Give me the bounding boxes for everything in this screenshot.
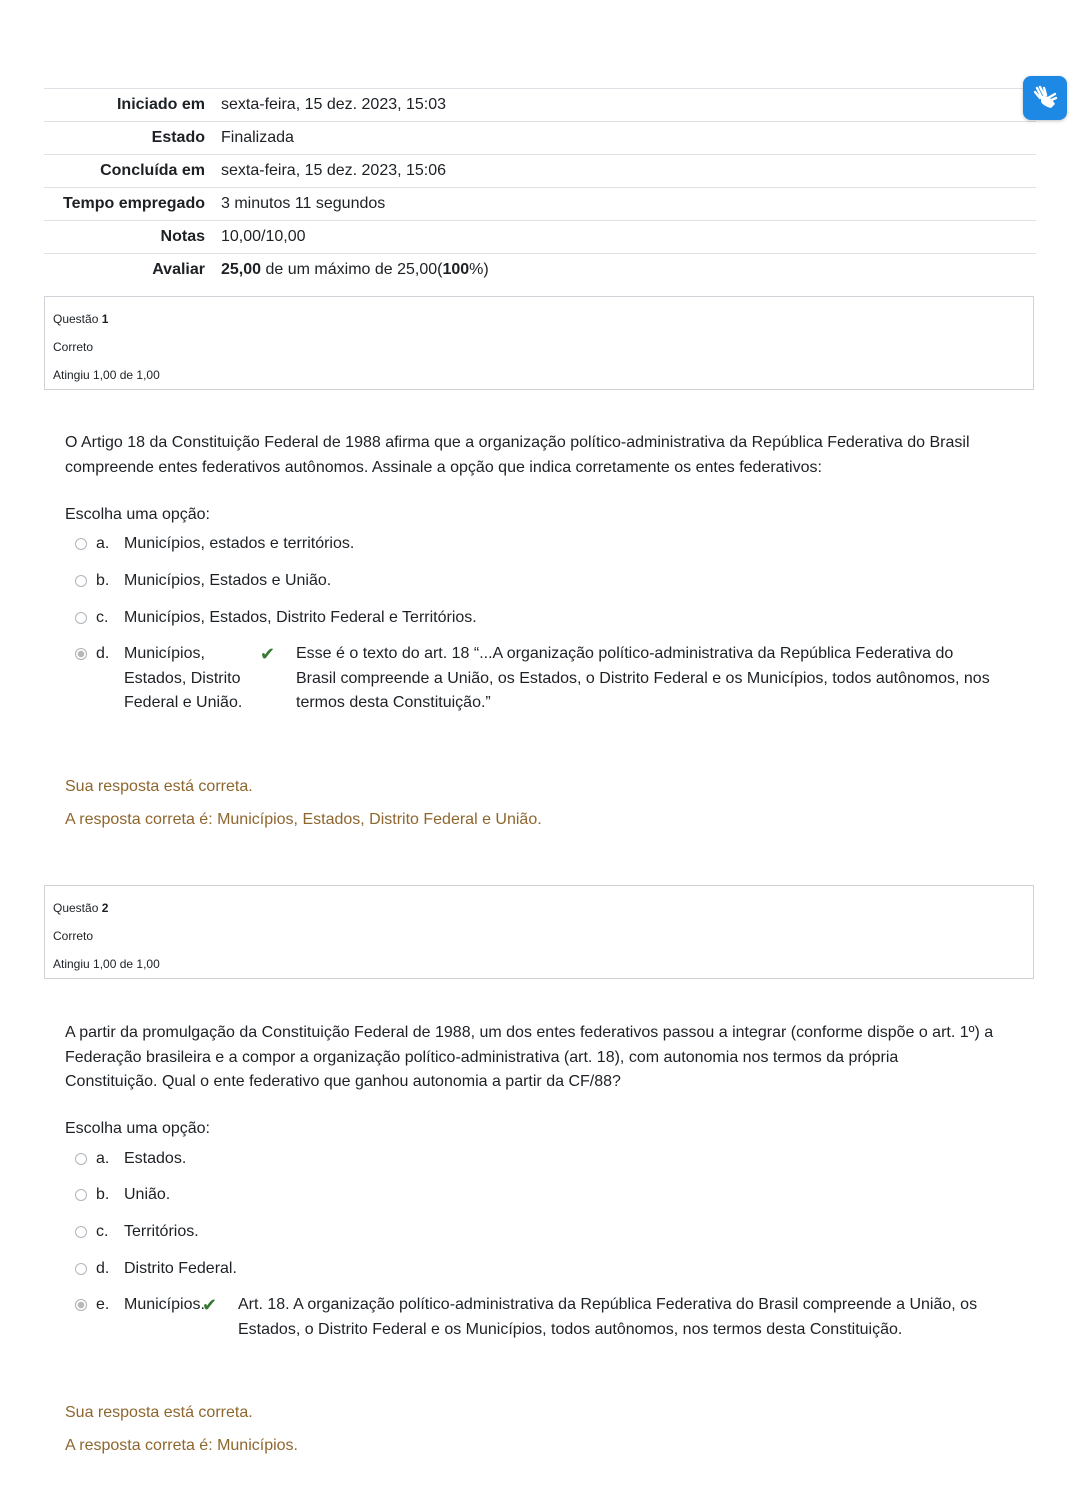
grade-percent: 100 (442, 261, 470, 278)
radio-button[interactable] (75, 575, 87, 587)
radio-button[interactable] (75, 1226, 87, 1238)
answer-option[interactable] (75, 1147, 186, 1172)
summary-value (213, 254, 1036, 287)
option-feedback: Esse é o texto do art. 18 “...A organização político-administrativa da República Federativa do Brasil compreende a União, os Estados, o Distrito Federal e os Municípios, todos autônomos, nos termos desta Constituição.” (296, 645, 990, 711)
question-grade: Atingiu 1,00 de 1,00 (53, 368, 160, 382)
summary-value: sexta-feira, 15 dez. 2023, 15:06 (213, 155, 1036, 188)
summary-value: 3 minutos 11 segundos (213, 188, 1036, 221)
option-text: Territórios. (124, 1223, 199, 1240)
answer-option[interactable] (75, 1257, 237, 1282)
radio-button[interactable] (75, 1189, 87, 1201)
radio-button[interactable] (75, 1263, 87, 1275)
option-letter: b. (96, 572, 110, 589)
option-letter: c. (96, 609, 109, 626)
radio-button[interactable] (75, 612, 87, 624)
summary-label: Tempo empregado (44, 188, 213, 221)
option-text: União. (124, 1186, 171, 1203)
answer-option[interactable] (75, 606, 477, 631)
attempt-summary-table (44, 88, 1036, 286)
summary-label: Concluída em (44, 155, 213, 188)
option-text: Distrito Federal. (124, 1260, 237, 1277)
question-number-value: 2 (101, 901, 109, 915)
question-status: Correto (53, 340, 94, 354)
option-text: Estados. (124, 1150, 187, 1167)
summary-row-time (44, 188, 1036, 221)
summary-value: 10,00/10,00 (213, 221, 1036, 254)
question-text: O Artigo 18 da Constituição Federal de 1988 afirma que a organização político-administrativa da República Federativa do Brasil compreende entes federativos autônomos. Assinale a opção que indica corretamente os entes federativos: (65, 434, 970, 476)
grade-score: 25,00 (221, 261, 262, 278)
choose-option-prompt: Escolha uma opção: (65, 1120, 210, 1137)
answer-option-selected[interactable] (75, 642, 996, 716)
option-text: Municípios, Estados, Distrito Federal e Territórios. (124, 609, 477, 626)
summary-row-grade (44, 254, 1036, 287)
summary-value: Finalizada (213, 122, 1036, 155)
option-text: Municípios, estados e territórios. (124, 535, 355, 552)
question-grade: Atingiu 1,00 de 1,00 (53, 957, 160, 971)
question-label: Questão (53, 312, 99, 326)
question-number (53, 305, 1025, 333)
grade-end: %) (469, 261, 489, 278)
summary-row-marks (44, 221, 1036, 254)
option-letter: c. (96, 1223, 109, 1240)
question-text: A partir da promulgação da Constituição Federal de 1988, um dos entes federativos passou a integrar (conforme dispõe o art. 1º) a Federação brasileira e a compor a organização político-administrativa (art. 18), com autonomia nos termos da própria Constituição. Qual o ente federativo que ganhou autonomia a partir da CF/88? (65, 1024, 994, 1090)
option-text: Municípios. (124, 1296, 205, 1313)
option-letter: d. (96, 645, 110, 662)
option-letter: d. (96, 1260, 110, 1277)
check-icon: ✔ (202, 1295, 218, 1315)
grade-middle: de um máximo de 25,00( (261, 261, 443, 278)
check-icon: ✔ (260, 644, 276, 664)
summary-label: Iniciado em (44, 89, 213, 122)
summary-label: Notas (44, 221, 213, 254)
option-letter: e. (96, 1296, 110, 1313)
option-feedback: Art. 18. A organização político-administrativa da República Federativa do Brasil compreende a União, os Estados, o Distrito Federal e os Municípios, todos autônomos, nos termos desta Constituição. (238, 1296, 978, 1338)
answer-option[interactable] (75, 532, 354, 557)
question-info-box (44, 296, 1034, 390)
option-letter: b. (96, 1186, 110, 1203)
answer-option-selected[interactable] (75, 1293, 978, 1342)
summary-label: Avaliar (44, 254, 213, 287)
question-status: Correto (53, 929, 94, 943)
radio-button[interactable] (75, 538, 87, 550)
answer-option[interactable] (75, 1220, 199, 1245)
radio-button[interactable] (75, 1153, 87, 1165)
summary-row-completed (44, 155, 1036, 188)
sign-language-button[interactable] (1023, 76, 1067, 120)
choose-option-prompt: Escolha uma opção: (65, 506, 210, 523)
result-feedback: Sua resposta está correta. (65, 1404, 253, 1421)
answer-option[interactable] (75, 1183, 170, 1208)
radio-button-selected[interactable] (75, 648, 87, 660)
correct-answer-feedback: A resposta correta é: Municípios, Estados, Distrito Federal e União. (65, 811, 542, 828)
summary-row-state (44, 122, 1036, 155)
summary-row-started (44, 89, 1036, 122)
radio-button-selected[interactable] (75, 1299, 87, 1311)
option-text: Municípios, Estados e União. (124, 572, 332, 589)
question-info-box (44, 885, 1034, 979)
summary-label: Estado (44, 122, 213, 155)
option-letter: a. (96, 1150, 110, 1167)
correct-answer-feedback: A resposta correta é: Municípios. (65, 1437, 298, 1454)
option-letter: a. (96, 535, 110, 552)
option-text: Municípios, Estados, Distrito Federal e União. (124, 645, 243, 711)
question-label: Questão (53, 901, 99, 915)
answer-option[interactable] (75, 569, 331, 594)
sign-language-icon (1031, 84, 1059, 112)
summary-value: sexta-feira, 15 dez. 2023, 15:03 (213, 89, 1036, 122)
question-number (53, 894, 1025, 922)
question-number-value: 1 (101, 312, 109, 326)
result-feedback: Sua resposta está correta. (65, 778, 253, 795)
